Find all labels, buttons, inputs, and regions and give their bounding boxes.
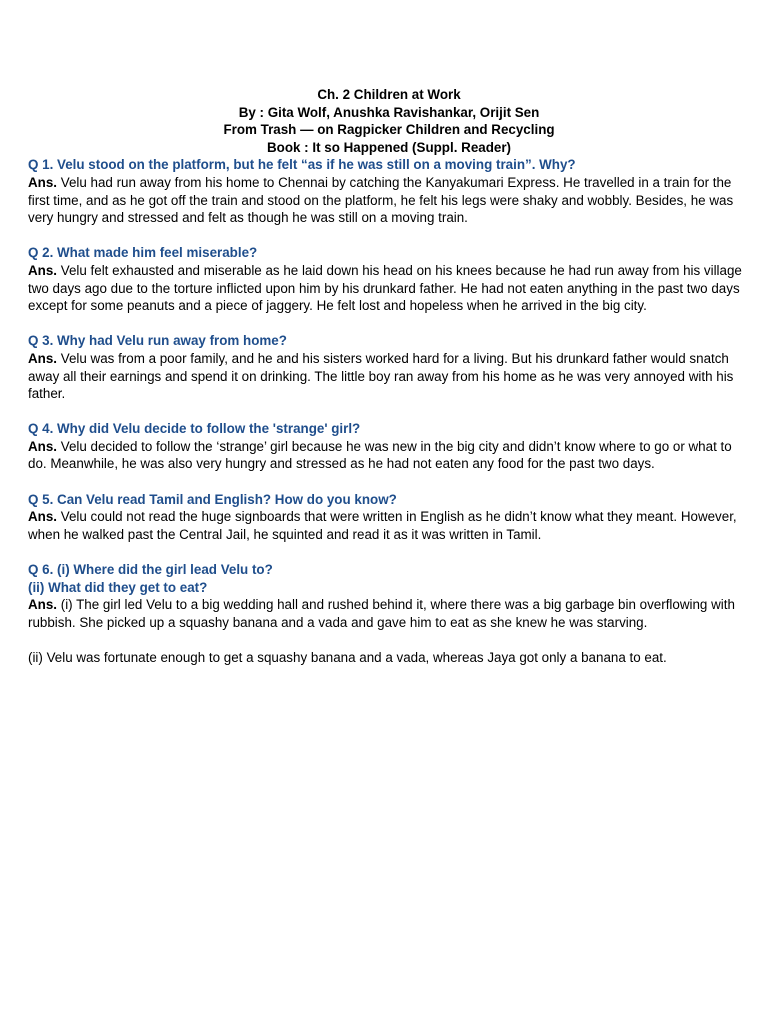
book-line: Book : It so Happened (Suppl. Reader): [266, 139, 512, 155]
answer-text: Velu had run away from his home to Chennai by catching the Kanyakumari Express. He travelled in a train for the first time, and as he got off the train and stood on the platform, he felt his legs were shaky and wobbly. Besides, he was very hungry and stressed and felt as though he was still on a moving train.: [28, 174, 734, 226]
answer-text: Velu could not read the huge signboards that were written in English as he didn’t know what they meant. However, when he walked past the Central Jail, he squinted and read it as it was written in Tamil.: [28, 509, 737, 542]
answer-paragraph: [28, 596, 750, 631]
answer-text-part-1: (i) The girl led Velu to a big wedding hall and rushed behind it, where there was a big garbage bin overflowing with rubbish. She picked up a squashy banana and a vada and gave him to eat as she knew he was starving.: [28, 597, 735, 630]
question-text: Q 5. Can Velu read Tamil and English? How do you know?: [28, 491, 397, 507]
answer-label: Ans.: [28, 350, 58, 366]
qa-block-3: [28, 332, 750, 402]
paragraph-spacer: [28, 631, 750, 649]
answer-text-part-2: (ii) Velu was fortunate enough to get a squashy banana and a vada, whereas Jaya got only a banana to eat.: [28, 650, 667, 665]
qa-block-1: [28, 156, 750, 226]
chapter-title: Ch. 2 Children at Work: [317, 87, 461, 102]
answer-text: Velu was from a poor family, and he and his sisters worked hard for a living. But his drunkard father would snatch away all their earnings and spend it on drinking. The little boy ran away from his home as he was very annoyed with his father.: [28, 350, 734, 402]
document-page: [28, 86, 750, 684]
answer-paragraph: [28, 174, 750, 227]
question-text: Q 3. Why had Velu run away from home?: [28, 333, 287, 349]
question-text: Q 2. What made him feel miserable?: [28, 245, 258, 261]
answer-paragraph: [28, 350, 750, 403]
document-header: [28, 86, 750, 156]
answer-label: Ans.: [28, 509, 58, 525]
answer-label: Ans.: [28, 438, 58, 454]
qa-block-6: [28, 561, 750, 667]
question-text-part-2: (ii) What did they get to eat?: [28, 579, 208, 595]
answer-paragraph: [28, 438, 750, 473]
answer-text: Velu felt exhausted and miserable as he laid down his head on his knees because he had run away from his village two days ago due to the torture inflicted upon him by his drunkard father. He had not eaten anything in the past two days except for some peanuts and a piece of jaggery. He felt lost and hopeless when he arrived in the big city.: [28, 262, 742, 314]
qa-block-4: [28, 420, 750, 473]
qa-block-5: [28, 491, 750, 544]
authors-line: By : Gita Wolf, Anushka Ravishankar, Orijit Sen: [238, 104, 540, 120]
question-text: Q 4. Why did Velu decide to follow the 'strange' girl?: [28, 421, 361, 437]
answer-paragraph: [28, 262, 750, 315]
question-text-part-1: Q 6. (i) Where did the girl lead Velu to?: [28, 562, 273, 578]
answer-label: Ans.: [28, 597, 58, 613]
answer-label: Ans.: [28, 262, 58, 278]
answer-paragraph: [28, 508, 750, 543]
answer-label: Ans.: [28, 174, 58, 190]
question-text: Q 1. Velu stood on the platform, but he felt “as if he was still on a moving train”. Why?: [28, 157, 576, 173]
qa-block-2: [28, 244, 750, 314]
answer-text: Velu decided to follow the ‘strange’ girl because he was new in the big city and didn’t know where to go or what to do. Meanwhile, he was also very hungry and stressed as he had not eaten any food for the past two days.: [28, 438, 732, 472]
subtitle-line: From Trash — on Ragpicker Children and Recycling: [223, 122, 555, 138]
